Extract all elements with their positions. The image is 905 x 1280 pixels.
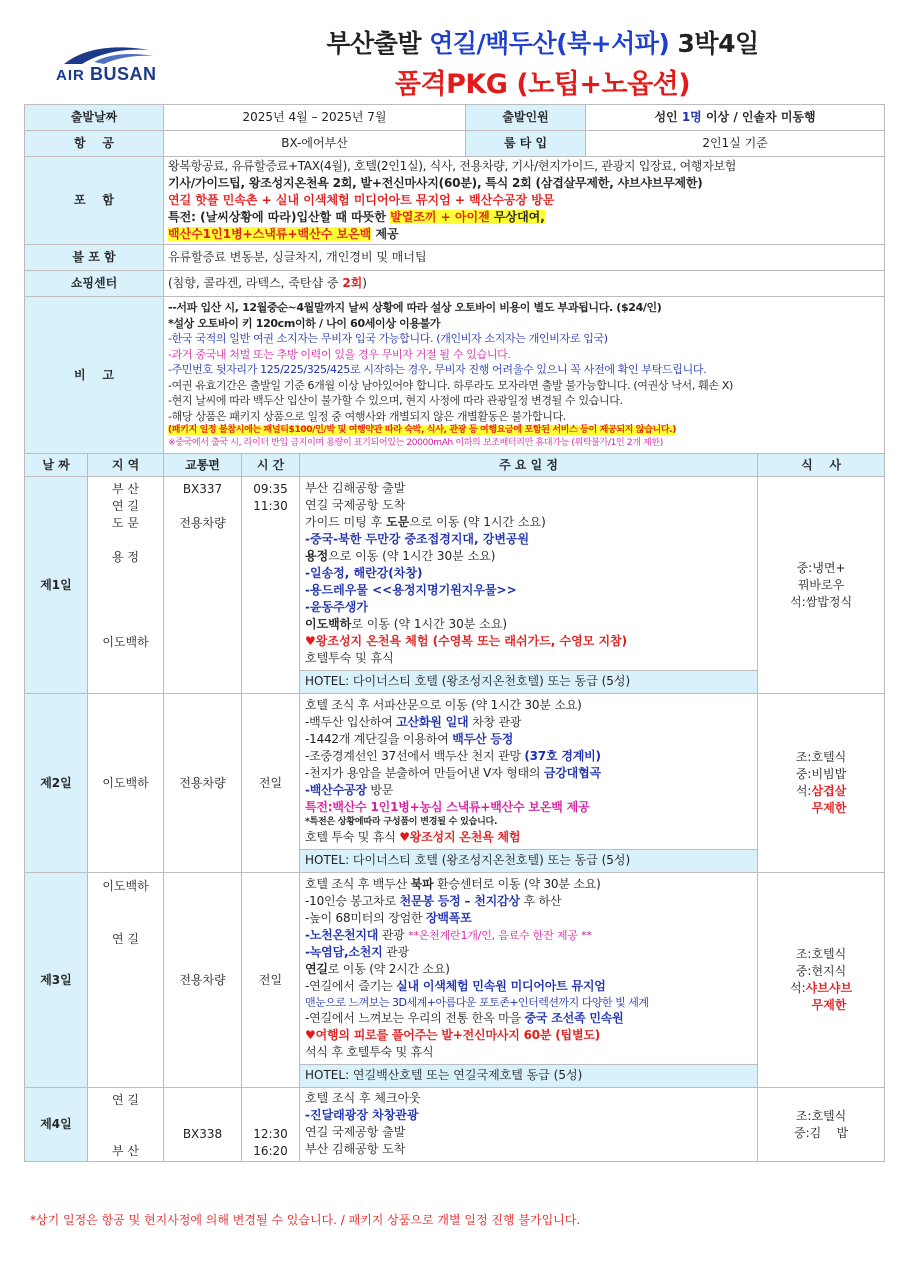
exclude-label: 불 포 함: [25, 245, 164, 271]
include-value: [164, 157, 885, 245]
day-time: 전일: [242, 694, 300, 873]
col-header-transport: 교통편: [164, 454, 242, 477]
day-time: 12:30 16:20: [242, 1088, 300, 1162]
day-schedule: 호텔 조식 후 백두산 북파 환승센터로 이동 (약 30분 소요) -10인승 봉고차로 천문봉 등정 – 천지감상 후 하산 -높이 68미터의 장엄한 장백폭포 -노천온천지대 관광 **온천계란1개/인, 음료수 한잔 제공 ** -녹염담,소천지 관광 연길로 이동 (약 2시간 소요) -연길에서 즐기는 실내 이색체험 민속원 미디어아트 뮤지엄 맨눈으로 느껴보는 3D세계+아름다운 포토존+인터렉션까지 다양한 빛 세계 -연길에서 느껴보는 우리의 전통 한옥 마을 중국 조선족 민속원 ♥여행의 피로를 풀어주는 발+전신마사지 60분 (팁별도) 석식 후 호텔투숙 및 휴식 HOTEL: 연길백산호텔 또는 연길국제호텔 동급 (5성): [300, 873, 758, 1088]
room-value: 2인1실 기준: [586, 131, 885, 157]
remarks-label: 비 고: [25, 297, 164, 454]
room-label: 룸 타 입: [466, 131, 586, 157]
include-line: 연길 핫플 민속촌 + 실내 이색체험 미디어아트 뮤지엄 + 백산수공장 방문: [168, 193, 555, 207]
day-time: 전일: [242, 873, 300, 1088]
include-line: 기사/가이드팁, 왕조성지온천욕 2회, 발+전신마사지(60분), 특식 2회 (삼겹살무제한, 샤브샤브무제한): [168, 176, 703, 190]
remark-line: --서파 입산 시, 12월중순~4월말까지 날씨 상황에 따라 설상 오토바이 비용이 별도 부과됩니다. ($24/인): [168, 301, 662, 314]
depart-people-label: 출발인원: [466, 105, 586, 131]
shopping-value: (침향, 콜라겐, 라텍스, 죽탄샵 중 2회): [164, 271, 885, 297]
day-meals: 조:호텔식 중:비빔밥 석:삼겹살 무제한: [758, 694, 885, 873]
page-header: [0, 0, 905, 100]
remark-line: *설상 오토바이 키 120cm이하 / 나이 60세이상 이용불가: [168, 316, 441, 330]
day-meals: 중:냉면+ 꿔바로우 석:쌈밥정식: [758, 477, 885, 694]
row-remarks: [25, 297, 885, 454]
depart-date-label: 출발날짜: [25, 105, 164, 131]
remark-line: -여권 유효기간은 출발일 기준 6개월 이상 남아있어야 합니다. 하루라도 모자라면 출발 불가능합니다. (여권상 낙서, 훼손 X): [168, 378, 733, 392]
depart-date-value: 2025년 4월 – 2025년 7월: [164, 105, 466, 131]
hotel-info: HOTEL: 연길백산호텔 또는 연길국제호텔 동급 (5성): [300, 1064, 757, 1087]
day-schedule: 호텔 조식 후 체크아웃 -진달래광장 차창관광 연길 국제공항 출발 부산 김해공항 도착: [300, 1088, 758, 1162]
remark-line: ※중국에서 출국 시, 라이터 반입 금지이며 용량이 표기되어있는 20000mAh 이하의 보조배터리만 휴대가능 (위탁불가/1인 2개 제한): [168, 438, 663, 448]
day-time: 09:35 11:30: [242, 477, 300, 694]
row-shopping: [25, 271, 885, 297]
airline-value: BX-에어부산: [164, 131, 466, 157]
exclude-value: 유류할증료 변동분, 싱글차지, 개인경비 및 매너팁: [164, 245, 885, 271]
remark-line: -주민번호 뒷자리가 125/225/325/425로 시작하는 경우, 무비자 진행 어려울수 있으니 꼭 사전에 확인 부탁드립니다.: [168, 363, 707, 376]
day-schedule: 부산 김해공항 출발 연길 국제공항 도착 가이드 미팅 후 도문으로 이동 (약 1시간 소요) -중국-북한 두만강 중조접경지대, 강변공원 용정으로 이동 (약 1시간 30분 소요) -일송정, 해란강(차창) -용드레우물 <<용정지명기원지우물>> -윤동주생가 이도백하로 이동 (약 1시간 30분 소요) ♥왕조성지 온천욕 체험 (수영복 또는 래쉬가드, 수영모 지참) 호텔투숙 및 휴식 HOTEL: 다이너스티 호텔 (왕조성지온천호텔) 또는 동급 (5성): [300, 477, 758, 694]
title-duration: 3박4일: [669, 29, 759, 58]
footer-note: *상기 일정은 항공 및 현지사정에 의해 변경될 수 있습니다. / 패키지 상품으로 개별 일정 진행 불가입니다.: [30, 1213, 581, 1227]
remark-line: -한국 국적의 일반 여권 소지자는 무비자 입국 가능합니다. (개인비자 소지자는 개인비자로 입국): [168, 332, 608, 345]
day-label: 제2일: [25, 694, 88, 873]
heart-icon: ♥: [305, 634, 316, 648]
day-regions: 이도백하 연 길: [88, 873, 164, 1088]
logo-main: BUSAN: [90, 64, 157, 84]
day-label: 제1일: [25, 477, 88, 694]
title-part1: 부산출발: [326, 29, 430, 58]
day-regions: 연 길 부 산: [88, 1088, 164, 1162]
itinerary-table: [24, 104, 885, 1162]
remark-line: -해당 상품은 패키지 상품으로 일정 중 여행사와 개별되지 않은 개별활동은 불가합니다.: [168, 409, 566, 423]
remark-line: -현지 날씨에 따라 백두산 입산이 불가할 수 있으며, 현지 사정에 따라 관광일정 변경될 수 있습니다.: [168, 394, 623, 407]
day-row-1: [25, 477, 885, 694]
col-header-region: 지 역: [88, 454, 164, 477]
title-destination: 연길/백두산(북+서파): [429, 29, 670, 58]
depart-people-value: 성인 1명 이상 / 인솔자 미동행: [586, 105, 885, 131]
day-meals: 조:호텔식 중:현지식 석:샤브샤브 무제한: [758, 873, 885, 1088]
col-header-meals: 식 사: [758, 454, 885, 477]
hotel-info: HOTEL: 다이너스티 호텔 (왕조성지온천호텔) 또는 동급 (5성): [300, 849, 757, 872]
col-header-time: 시 간: [242, 454, 300, 477]
logo-prefix: AIR: [56, 67, 85, 84]
day-transport: 전용차량: [164, 694, 242, 873]
include-line: 왕복항공료, 유류할증료+TAX(4월), 호텔(2인1실), 식사, 전용차량, 기사/현지가이드, 관광지 입장료, 여행자보험: [168, 159, 737, 173]
day-schedule: 호텔 조식 후 서파산문으로 이동 (약 1시간 30분 소요) -백두산 입산하여 고산화원 일대 차창 관광 -1442개 계단길을 이용하여 백두산 등정 -조중경계선인 37선에서 백두산 천지 관망 (37호 경계비) -천지가 용암을 분출하여 만들어낸 V자 형태의 금강대협곡 -백산수공장 방문 특전:백산수 1인1병+농심 스낵류+백산수 보온백 제공 *특전은 상황에따라 구성품이 변경될 수 있습니다. 호텔 투숙 및 휴식 ♥왕조성지 온천욕 체험 HOTEL: 다이너스티 호텔 (왕조성지온천호텔) 또는 동급 (5성): [300, 694, 758, 873]
page-subtitle: 품격PKG (노팁+노옵션): [394, 69, 691, 100]
row-include: [25, 157, 885, 245]
col-header-schedule: 주 요 일 정: [300, 454, 758, 477]
day-transport: 전용차량: [164, 873, 242, 1088]
day-row-2: [25, 694, 885, 873]
air-busan-logo: [54, 44, 184, 88]
schedule-header-row: [25, 454, 885, 477]
shopping-label: 쇼핑센터: [25, 271, 164, 297]
bird-wing-icon: [54, 44, 174, 66]
remark-line: -과거 중국내 처벌 또는 추방 이력이 있을 경우 무비자 거절 될 수 있습니다.: [168, 347, 511, 361]
day-regions: 이도백하: [88, 694, 164, 873]
row-airline: [25, 131, 885, 157]
heart-icon: ♥: [305, 1028, 316, 1042]
remarks-value: [164, 297, 885, 454]
day-transport: BX337 전용차량: [164, 477, 242, 694]
col-header-day: 날 짜: [25, 454, 88, 477]
day-meals: 조:호텔식 중:김 밥: [758, 1088, 885, 1162]
hotel-info: HOTEL: 다이너스티 호텔 (왕조성지온천호텔) 또는 동급 (5성): [300, 670, 757, 693]
heart-icon: ♥: [399, 830, 410, 844]
include-special2: 백산수1인1병+스낵류+백산수 보온백 제공: [168, 227, 399, 241]
remark-line: (패키지 일정 불참시에는 패널티$100/인/박 및 여행약관 따라 숙박, 식사, 관광 등 여행요금에 포함된 서비스 등이 제공되지 않습니다.): [168, 425, 676, 435]
include-label: 포 함: [25, 157, 164, 245]
day-transport: BX338: [164, 1088, 242, 1162]
day-row-4: [25, 1088, 885, 1162]
day-label: 제4일: [25, 1088, 88, 1162]
row-exclude: [25, 245, 885, 271]
airline-label: 항 공: [25, 131, 164, 157]
logo-text: [56, 64, 157, 85]
page-title: [220, 24, 865, 60]
day-regions: 부 산 연 길 도 문 용 정 이도백하: [88, 477, 164, 694]
include-special: 특전: (날씨상황에 따라)입산할 때 따뜻한 발열조끼 + 아이젠 무상대여,: [168, 210, 545, 224]
row-depart-date: [25, 105, 885, 131]
day-label: 제3일: [25, 873, 88, 1088]
day-row-3: [25, 873, 885, 1088]
